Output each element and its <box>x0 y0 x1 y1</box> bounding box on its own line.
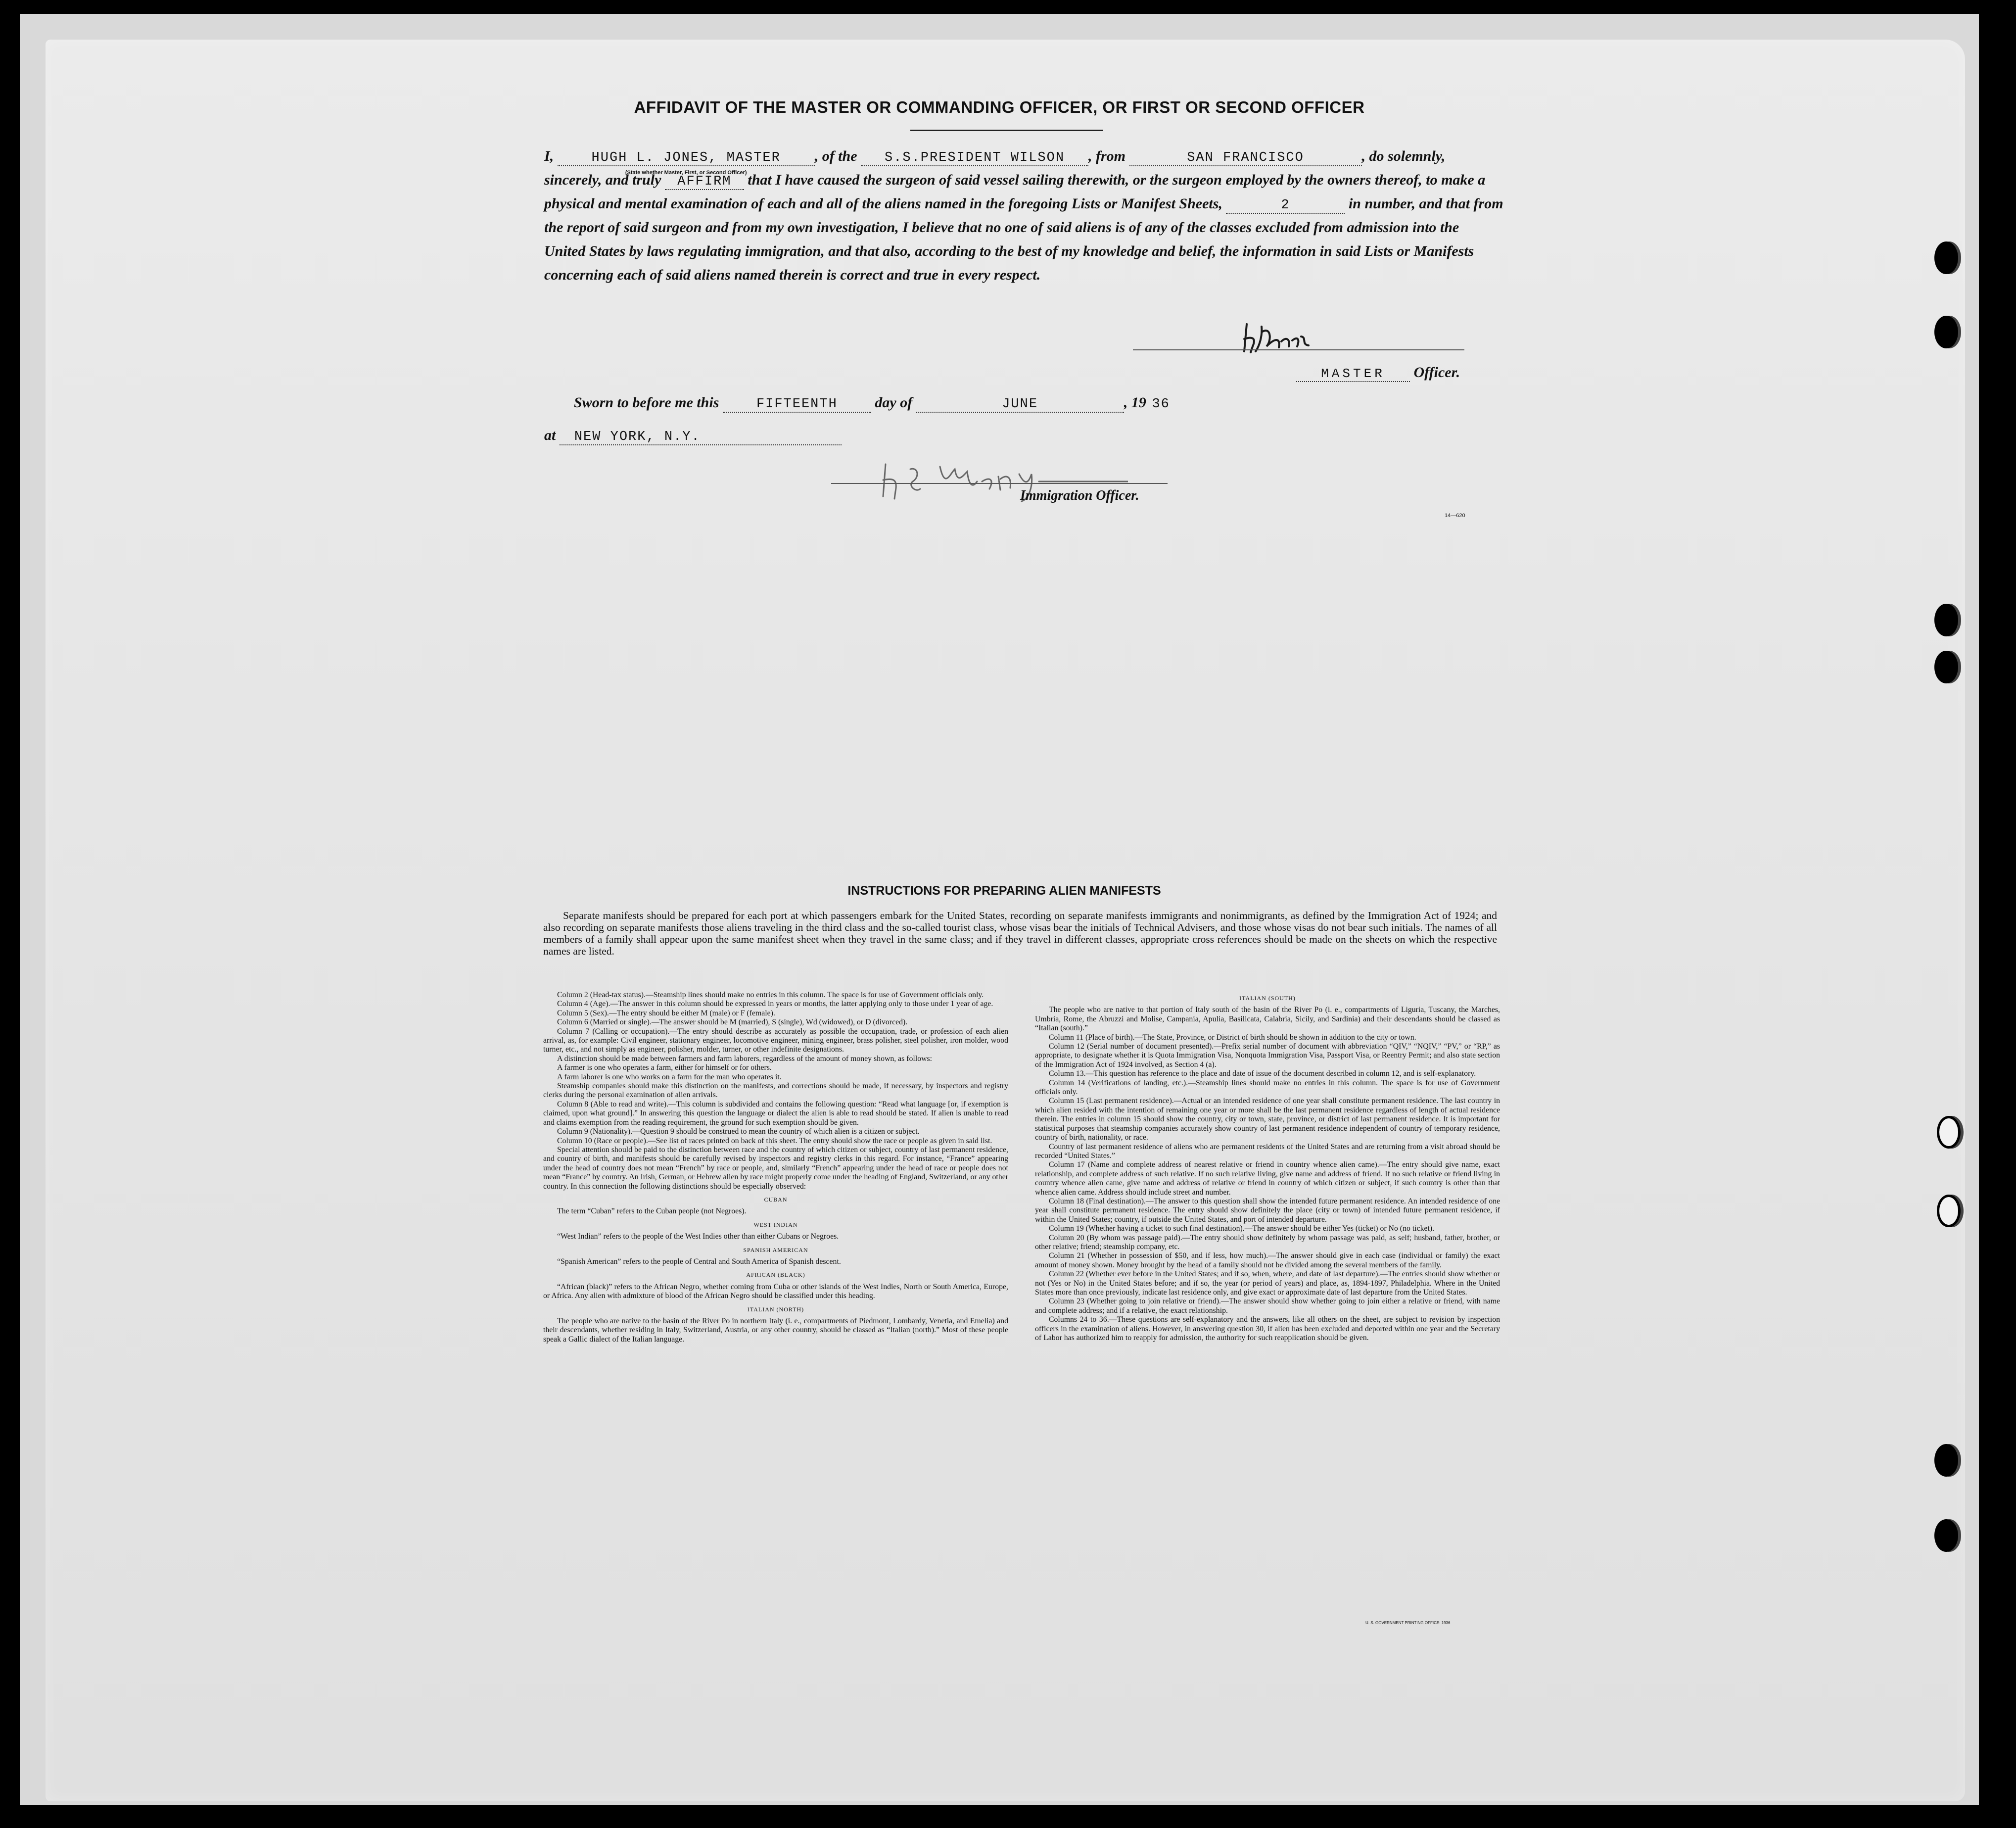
oath-field: AFFIRM <box>665 174 744 190</box>
instructions-title: INSTRUCTIONS FOR PREPARING ALIEN MANIFESTS <box>847 884 1161 898</box>
italian-north-heading: ITALIAN (NORTH) <box>747 1305 804 1313</box>
instruction-paragraph: A farmer is one who operates a farm, either for himself or for others. <box>557 1063 772 1072</box>
instruction-paragraph: Column 18 (Final destination).—The answer to this question shall show the intended future permanent residence. An intended residence of one year shall constitute permanent residence. The entry should show definitely the place (city or town) of intended future permanent residence, if within the United States; country, if outside the United States, and port of intended departure. <box>1035 1197 1500 1224</box>
african-heading: AFRICAN (BLACK) <box>746 1271 805 1279</box>
binder-hole-8 <box>1934 1519 1958 1552</box>
title-rule <box>910 130 1103 131</box>
master-signature <box>1123 317 1420 356</box>
spanish-american-heading: SPANISH AMERICAN <box>743 1246 808 1253</box>
affidavit-body <box>544 144 1504 287</box>
instruction-paragraph: Column 9 (Nationality).—Question 9 should be construed to mean the country of which alien is a citizen or subject. <box>557 1127 920 1136</box>
at-text: at <box>544 427 556 443</box>
affidavit-text-from: , from <box>1088 148 1126 164</box>
officer-name-note: (State whether Master, First, or Second Officer) <box>625 170 747 176</box>
affidavit-text-of-the: , of the <box>814 148 857 164</box>
african-paragraph: “African (black)” refers to the African Negro, whether coming from Cuba or other islands of the West Indies, North or South America, Europe, or Africa. Any alien with admixture of blood of the African Negro should be classified under this heading. <box>543 1282 1008 1300</box>
immigration-officer-label: Immigration Officer. <box>1020 488 1139 503</box>
affidavit-text-solemnly: solemnly, sincerely, and truly <box>544 148 1446 188</box>
sworn-year-field: 36 <box>1152 397 1170 412</box>
instruction-paragraph: Column 5 (Sex).—The entry should be either M (male) or F (female). <box>557 1009 775 1017</box>
instruction-paragraph: Column 11 (Place of birth).—The State, Province, or District of birth should be shown in addition to the city or town. <box>1049 1033 1416 1042</box>
binder-hole-4 <box>1934 651 1958 683</box>
instruction-paragraph: A distinction should be made between farmers and farm laborers, regardless of the amount of money shown, as follows: <box>557 1054 933 1063</box>
cuban-paragraph: The term “Cuban” refers to the Cuban people (not Negroes). <box>557 1207 747 1216</box>
binder-hole-6 <box>1937 1195 1961 1227</box>
sworn-text: Sworn to before me this <box>574 394 719 411</box>
spanish-american-paragraph: “Spanish American” refers to the people of Central and South America of Spanish descent. <box>557 1257 841 1266</box>
at-row <box>544 424 842 447</box>
instruction-paragraph: Columns 24 to 36.—These questions are self-explanatory and the answers, like all others on the sheet, are subject to revision by inspection officers in the examination of aliens. However, in answering question 30, if alien has been excluded and deported within one year and the Secretary of Labor has authorized him to reapply for admission, the authority for such reapplication should be given. <box>1035 1315 1500 1343</box>
instruction-paragraph: The people who are native to that portion of Italy south of the basin of the River Po (i. e., compartments of Liguria, Tuscany, the Marches, Umbria, Rome, the Abruzzi and Molise, Campania, Apulia, Basilicata, Calabria, Sicily, and Sardinia) and their descendants should be classed as “Italian (south).” <box>1035 1006 1500 1033</box>
officer-suffix: Officer. <box>1413 364 1460 381</box>
affidavit-title: AFFIDAVIT OF THE MASTER OR COMMANDING OFFICER, OR FIRST OR SECOND OFFICER <box>634 98 1365 116</box>
affidavit-text-body: in number, and that from the report of said surgeon and from my own investigation, I believe that no one of said aliens is of any of the classes excluded from admission into the United States by laws regulating immigration, and that also, according to the best of my knowledge and belief, the information in said Lists or Manifests concerning each of said aliens named therein is correct and true in every respect. <box>544 195 1503 283</box>
instructions-right-column <box>1035 994 1500 1343</box>
affidavit-text-surgeon: that I have caused the surgeon of said vessel sailing therewith, or the surgeon employed by the owners thereof, to make a physical and mental examination of each and all of the aliens named in the foregoing Lists or Manifest Sheets, <box>544 172 1486 212</box>
officer-name-value: HUGH L. JONES, MASTER <box>591 150 781 165</box>
instruction-paragraph: Column 2 (Head-tax status).—Steamship lines should make no entries in this column. The space is for use of Government officials only. <box>557 991 984 999</box>
binder-hole-5 <box>1937 1116 1961 1149</box>
affidavit-text-i: I, <box>544 148 554 164</box>
binder-hole-7 <box>1934 1444 1958 1477</box>
instruction-paragraph: Column 6 (Married or single).—The answer should be M (married), S (single), Wd (widowed), or D (divorced). <box>557 1018 908 1027</box>
instruction-paragraph: Column 10 (Race or people).—See list of races printed on back of this sheet. The entry should show the race or people as given in said list. <box>557 1136 992 1145</box>
instruction-paragraph: Column 8 (Able to read and write).—This column is subdivided and contains the following question: “Read what language [or, if exemption is claimed, upon what ground].” In answering this question the language or dialect the alien is able to read should be stated. If alien is unable to read and claims exemption from the reading requirement, the ground for such exemption should be given. <box>543 1100 1008 1127</box>
instruction-paragraph: Steamship companies should make this distinction on the manifests, and corrections should be made, if necessary, by inspectors and registry clerks during the personal examination of alien arrivals. <box>543 1082 1008 1100</box>
sworn-place-field: NEW YORK, N.Y. <box>560 430 842 445</box>
binder-hole-1 <box>1934 241 1958 274</box>
instruction-paragraph: Column 20 (By whom was passage paid).—The entry should show definitely by whom passage was paid, as self; husband, father, brother, or other relative; friend; steamship company, etc. <box>1035 1233 1500 1251</box>
instruction-paragraph: Column 12 (Serial number of document presented).—Prefix serial number of document with abbreviation “QIV,” “NQIV,” “PV,” or “RP,” as appropriate, to designate whether it is Quota Immigration Visa, Nonquota Immigration Visa, Passport Visa, or Reentry Permit; and also state section of the Immigration Act of 1924 involved, as Section 4 (a). <box>1035 1042 1500 1069</box>
west-indian-heading: WEST INDIAN <box>753 1221 798 1228</box>
sheet-count-field: 2 <box>1226 198 1345 214</box>
instruction-paragraph: Column 21 (Whether in possession of $50, and if less, how much).—The answer should give in each case (individual or family) the exact amount of money shown. Money brought by the head of a family should not be divided among the several members of the family. <box>1035 1251 1500 1269</box>
master-signature-line <box>1133 349 1464 350</box>
instructions-intro: Separate manifests should be prepared for each port at which passengers embark for the United States, recording on separate manifests immigrants and nonimmigrants, as defined by the Immigration Act of 1924; and also recording on separate manifests those aliens traveling in the third class and the so-called tourist class, whose visas bear the initials of Technical Advisers, and those whose visas do not bear such initials. The names of all members of a family shall appear upon the same manifest sheet when they travel in the same class; and if they travel in different classes, appropriate cross references should be made on the sheets on which the respective names are listed. <box>543 910 1497 957</box>
instruction-paragraph: Column 14 (Verifications of landing, etc.).—Steamship lines should make no entries in this column. The space is for use of Government officials only. <box>1035 1078 1500 1097</box>
instruction-paragraph: Column 23 (Whether going to join relative or friend).—The answer should show whether going to join either a relative or friend, with name and complete address; and if a relative, the exact relationship. <box>1035 1297 1500 1315</box>
instruction-paragraph: Special attention should be paid to the distinction between race and the country of which citizen or subject, country of last permanent residence, and country of birth, and manifests should be carefully revised by inspectors and registry clerks in this regard. For instance, “France” appearing under the head of country does not mean “French” by race or people, and, similarly “French” appearing under the head of race or people does not mean “France” by country. An Irish, German, or Hebrew alien by race might properly come under the heading of England, Switzerland, or any other country. In this connection the following distinctions should be especially observed: <box>543 1145 1008 1191</box>
instruction-paragraph: Column 19 (Whether having a ticket to such final destination).—The answer should be either Yes (ticket) or No (no ticket). <box>1049 1224 1435 1233</box>
sworn-row <box>544 391 1176 415</box>
instruction-paragraph: Column 22 (Whether ever before in the United States; and if so, when, where, and date of last departure).—The entries should show whether or not (Yes or No) in the United States before; and if so, the year (or period of years) and place, as, 1894-1897, Philadelphia. Where in the United States more than once previously, indicate last residence only, and give exact or approximate date of last departure from the United States. <box>1035 1270 1500 1297</box>
officer-title-field: MASTER <box>1296 366 1410 382</box>
italian-north-paragraph: The people who are native to the basin of the River Po in northern Italy (i. e., compartments of Piedmont, Lombardy, Venetia, and Emelia) and their descendants, whether residing in Italy, Switzerland, Austria, or any other country, should be classed as “Italian (north).” Most of these people speak a Gallic dialect of the Italian language. <box>543 1317 1008 1344</box>
immigration-officer-line <box>831 483 1168 484</box>
port-from-field: SAN FRANCISCO <box>1129 150 1362 166</box>
officer-name-field <box>558 150 815 176</box>
sworn-month-field: JUNE <box>916 397 1124 413</box>
sworn-text-day-of: day of <box>875 394 913 411</box>
instruction-paragraph: Column 4 (Age).—The answer in this column should be expressed in years or months, the latter applying only to those under 1 year of age. <box>557 1000 993 1009</box>
sworn-year-prefix: , 19 <box>1124 394 1146 411</box>
instruction-paragraph: Country of last permanent residence of aliens who are permanent residents of the United States and are returning from a visit abroad should be recorded “United States.” <box>1035 1142 1500 1160</box>
instruction-paragraph: Column 15 (Last permanent residence).—Actual or an intended residence of one year shall constitute permanent residence. The last country in which alien resided with the intention of remaining one year or more shall be the last permanent residence regardless of length of actual residence therein. The entries in column 15 should show the country, city or town, state, province, or district of last permanent residence. It is important for statistical purposes that steamship companies accurately show country of last permanent residence independent of country of temporary residence, country of birth, nationality, or race. <box>1035 1097 1500 1142</box>
binder-hole-3 <box>1934 604 1958 636</box>
cuban-heading: CUBAN <box>764 1196 788 1203</box>
west-indian-paragraph: “West Indian” refers to the people of the West Indies other than either Cubans or Negroes. <box>557 1232 839 1241</box>
instruction-paragraph: Column 17 (Name and complete address of nearest relative or friend in country whence alien came).—The entry should give name, exact relationship, and complete address of such relative. If no such relative living, give name and address of friend. If no such relative or friend living in country whence alien came, give name and address of relative or friend in country of which citizen or subject, if such country is other than that whence alien came. Address should include street and number. <box>1035 1160 1500 1197</box>
instruction-paragraph: Column 7 (Calling or occupation).—The entry should describe as accurately as possible the occupation, trade, or profession of each alien arrival, as, for example: Civil engineer, stationary engineer, locomotive engineer, mining engineer, brass polisher, steel polisher, iron molder, wood turner, etc., and not simply as engineer, polisher, molder, turner, or other indefinite designations. <box>543 1027 1008 1054</box>
instructions-left-column <box>543 991 1008 1344</box>
vessel-field: S.S.PRESIDENT WILSON <box>861 150 1088 166</box>
form-code: 14—620 <box>1445 513 1465 519</box>
italian-south-heading: ITALIAN (SOUTH) <box>1239 995 1296 1002</box>
binder-hole-2 <box>1934 316 1958 348</box>
instruction-paragraph: Column 13.—This question has reference to the place and date of issue of the document described in column 12, and is self-explanatory. <box>1049 1069 1476 1078</box>
printing-office-note: U. S. GOVERNMENT PRINTING OFFICE: 1936 <box>1365 1621 1451 1625</box>
sworn-day-field: FIFTEENTH <box>723 397 871 413</box>
affidavit-text-do: , do <box>1361 148 1384 164</box>
officer-title-row <box>1296 364 1460 382</box>
instruction-paragraph: A farm laborer is one who works on a farm for the man who operates it. <box>557 1072 782 1081</box>
